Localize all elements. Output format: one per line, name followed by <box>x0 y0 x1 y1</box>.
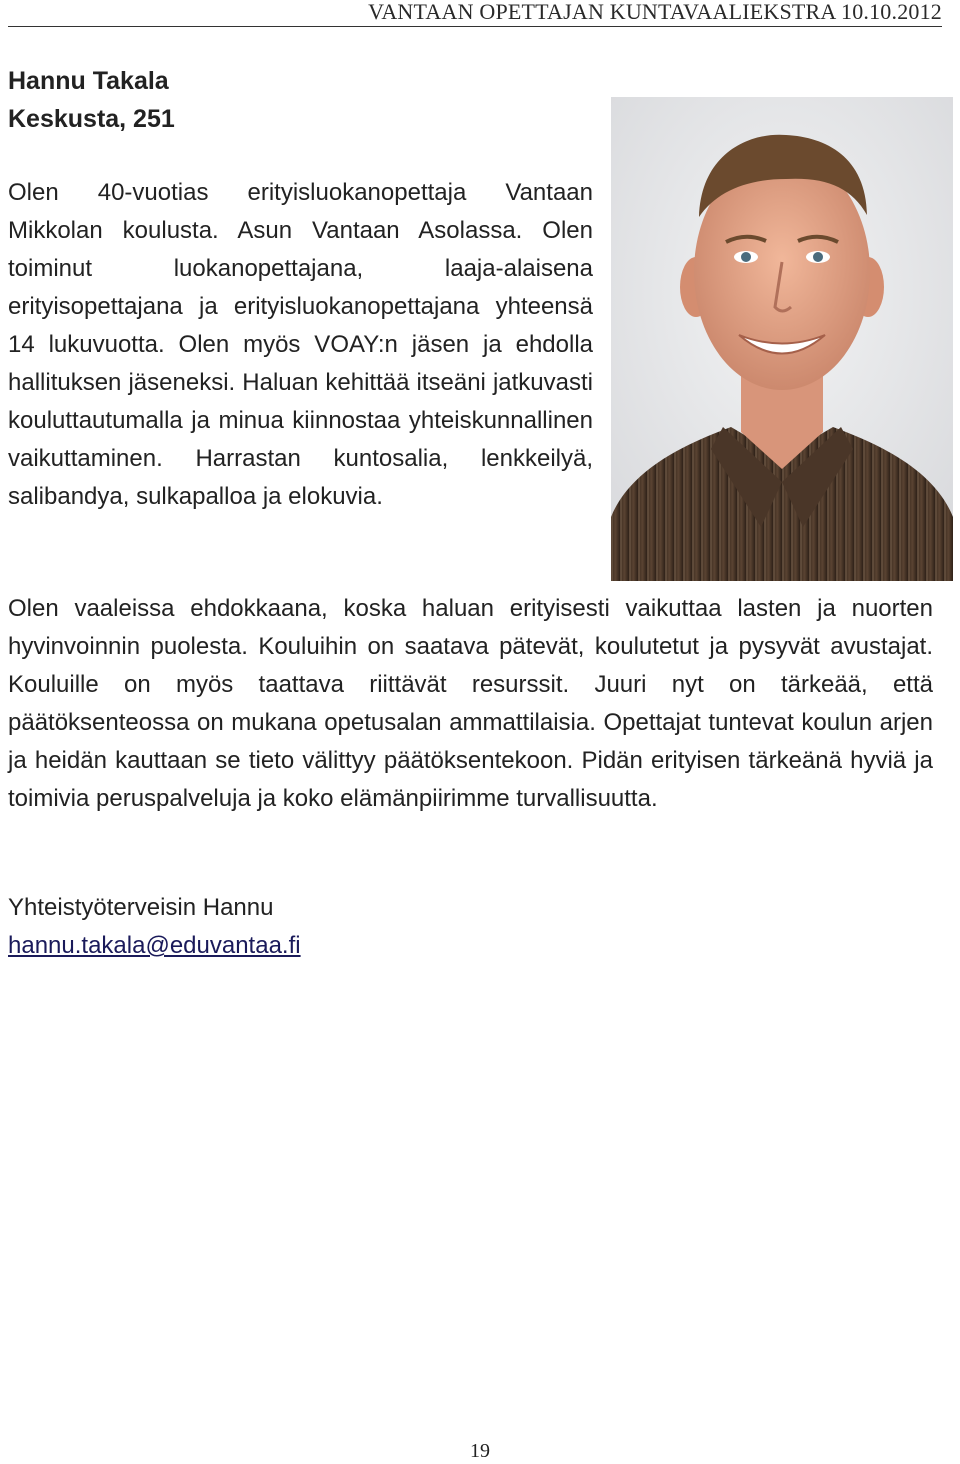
candidate-photo <box>611 97 953 581</box>
page-header <box>8 0 942 27</box>
candidate-name: Hannu Takala <box>8 67 169 95</box>
candidate-party-number: Keskusta, 251 <box>8 105 175 133</box>
candidate-heading <box>8 62 175 138</box>
closing-greeting: Yhteistyöterveisin Hannu <box>8 894 274 921</box>
email-link[interactable]: hannu.takala@eduvantaa.fi <box>8 932 301 959</box>
motivation-paragraph: Olen vaaleissa ehdokkaana, koska haluan erityisesti vaikuttaa lasten ja nuorten hyvinvoinnin puolesta. Kouluihin on saatava pätevät, koulutetut ja pysyvät avustajat. Kouluille on myös taattava riittävät resurssit. Juuri nyt on tärkeää, että päätöksenteossa on mukana opetusalan ammattilaisia. Opettajat tuntevat koulun arjen ja heidän kauttaan se tieto välittyy päätöksentekoon. Pidän erityisen tärkeänä hyviä ja toimivia peruspalveluja ja koko elämänpiirimme turvallisuutta. <box>8 595 933 812</box>
intro-paragraph: Olen 40-vuotias erityisluokanopettaja Vantaan Mikkolan koulusta. Asun Vantaan Asolassa. Olen toiminut luokanopettajana, laaja-alaisena erityisopettajana ja erityisluokanopettajana yhteensä 14 lukuvuotta. Olen myös VOAY:n jäsen ja ehdolla hallituksen jäseneksi. Haluan kehittää itseäni jatkuvasti kouluttautumalla ja minua kiinnostaa yhteiskunnallinen vaikuttaminen. Harrastan kuntosalia, lenkkeilyä, salibandya, sulkapalloa ja elokuvia. <box>8 179 593 510</box>
header-title: VANTAAN OPETTAJAN KUNTAVAALIEKSTRA 10.10.2012 <box>368 0 942 24</box>
page-number: 19 <box>470 1440 490 1462</box>
